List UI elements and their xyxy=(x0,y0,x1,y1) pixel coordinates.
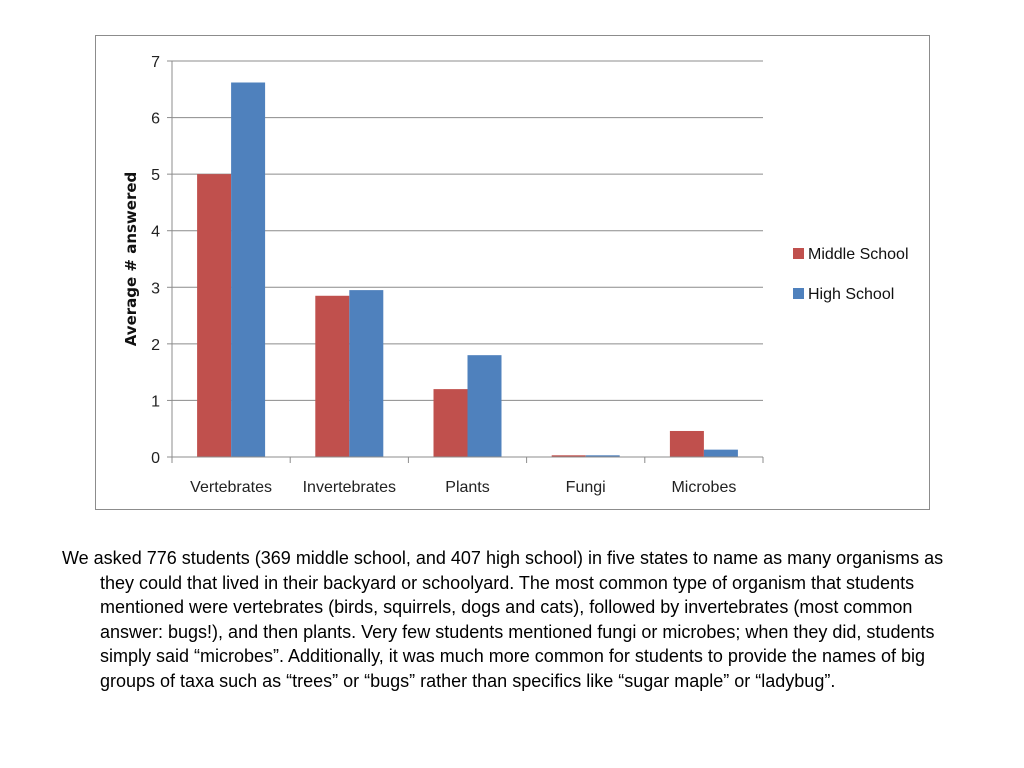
y-tick-label: 3 xyxy=(151,280,160,298)
bar-middle-school-invertebrates xyxy=(315,296,349,457)
bar-high-school-invertebrates xyxy=(349,290,383,457)
bar-chart xyxy=(96,36,931,511)
chart-caption: We asked 776 students (369 middle school, and 407 high school) in five states to name as many organisms as they could that lived in their backyard or schoolyard. The most common type of organism that students mentioned were vertebrates (birds, squirrels, dogs and cats), followed by invertebrates (most common answer: bugs!), and then plants. Very few students mentioned fungi or microbes; when they did, students simply said “microbes”. Additionally, it was much more common for students to provide the names of big groups of taxa such as “trees” or “bugs” rather than specifics like “sugar maple” or “ladybug”. xyxy=(62,548,944,691)
legend xyxy=(793,246,909,303)
legend-swatch xyxy=(793,288,804,299)
bar-middle-school-microbes xyxy=(670,431,704,457)
chart-frame xyxy=(95,35,930,510)
legend-swatch xyxy=(793,248,804,259)
y-tick-label: 0 xyxy=(151,450,160,467)
bar-high-school-microbes xyxy=(704,450,738,457)
bar-middle-school-vertebrates xyxy=(197,174,231,457)
y-tick-label: 2 xyxy=(151,336,160,354)
x-category-label: Invertebrates xyxy=(302,479,396,496)
x-category-label: Vertebrates xyxy=(190,479,273,496)
y-tick-label: 1 xyxy=(151,393,160,411)
legend-entry: High School xyxy=(808,286,895,303)
bar-high-school-plants xyxy=(468,355,502,457)
y-tick-label: 5 xyxy=(151,167,160,185)
bar-middle-school-plants xyxy=(434,389,468,457)
legend-entry: Middle School xyxy=(808,246,909,263)
y-tick-label: 7 xyxy=(151,54,160,71)
y-axis-label: Average # answered xyxy=(122,171,140,347)
y-tick-label: 4 xyxy=(151,223,160,241)
x-category-label: Plants xyxy=(445,479,490,496)
x-category-label: Fungi xyxy=(565,479,606,496)
bar-high-school-vertebrates xyxy=(231,82,265,457)
y-tick-label: 6 xyxy=(151,110,160,128)
x-category-label: Microbes xyxy=(671,479,737,496)
